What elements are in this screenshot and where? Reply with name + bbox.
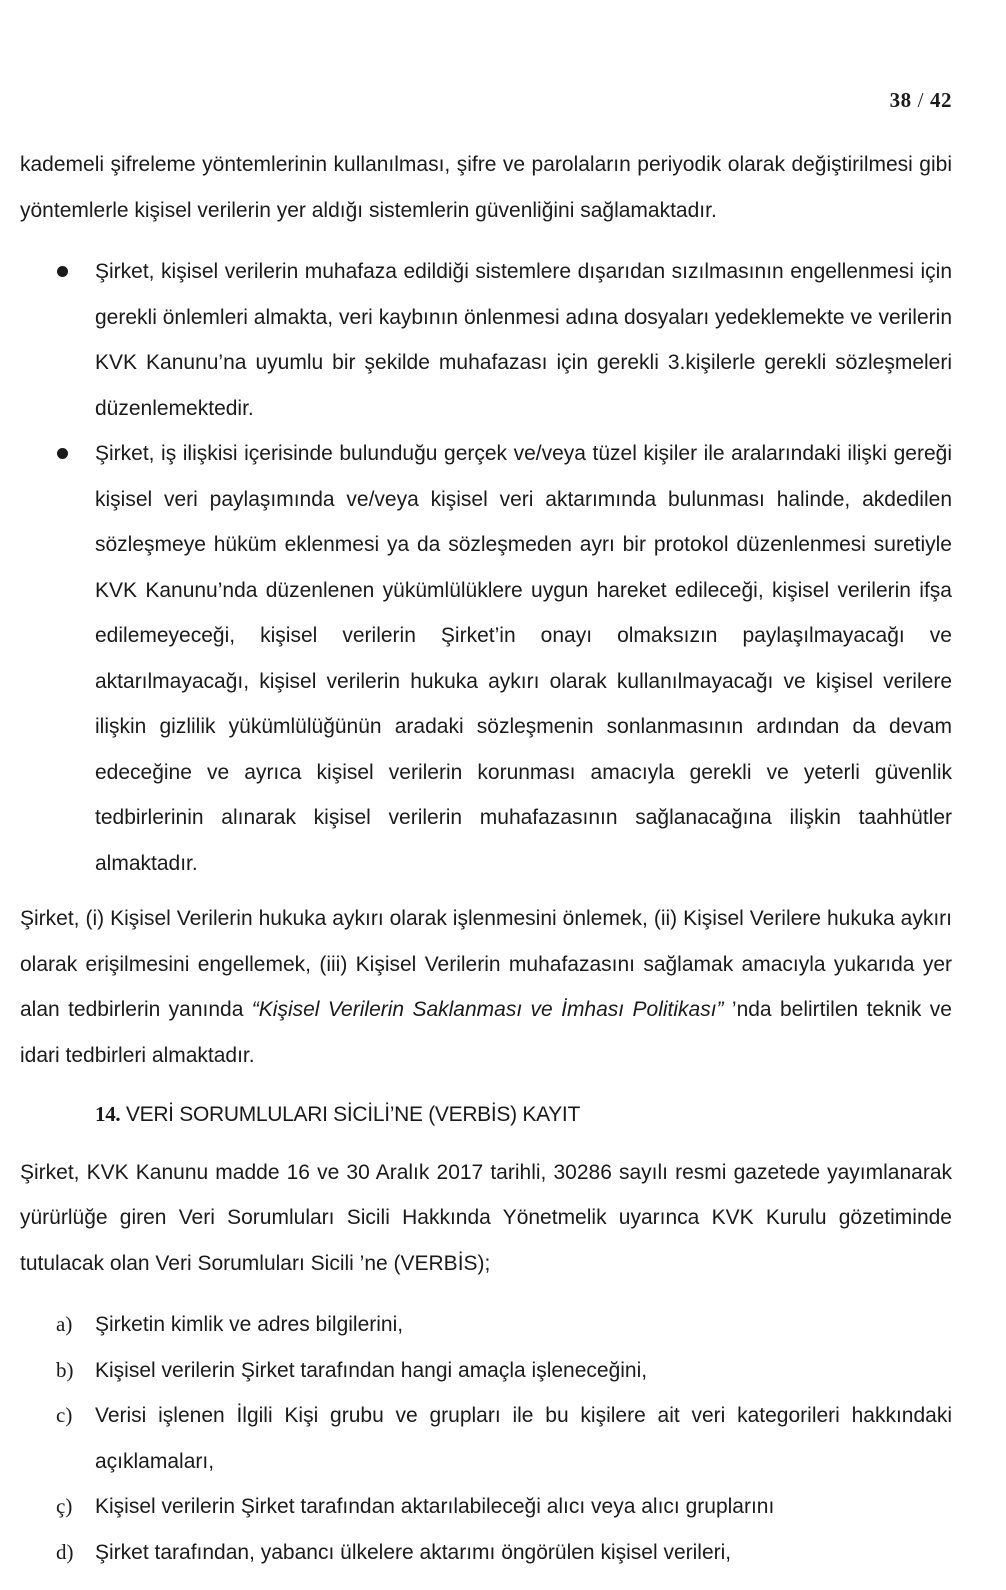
document-body (20, 142, 952, 1575)
policy-title: “Kişisel Verilerin Saklanması ve İmhası Politikası” (251, 998, 724, 1021)
registry-items-list (20, 1302, 952, 1575)
section-number: 14. (95, 1102, 121, 1126)
list-item-text: Verisi işlenen İlgili Kişi grubu ve grupları ile bu kişilere ait veri kategorileri hakkındaki açıklamaları, (95, 1404, 952, 1473)
list-marker: ç) (56, 1494, 73, 1518)
list-item (20, 1484, 952, 1530)
measures-text-after: ’nda belirtilen teknik ve idari tedbirleri almaktadır. (20, 998, 952, 1067)
measures-text-before: Şirket, (i) Kişisel Verilerin hukuka aykırı olarak işlenmesini önlemek, (ii) Kişisel Verilere hukuka aykırı olarak erişilmesini engellemek, (iii) Kişisel Verilerin muhafazasını sağlamak amacıyla yukarıda yer alan tedbirlerin yanında (20, 907, 952, 1021)
section-title: VERİ SORUMLULARI SİCİLİ’NE (VERBİS) KAYIT (125, 1103, 580, 1126)
list-item (20, 1348, 952, 1394)
bullet-text: Şirket, iş ilişkisi içerisinde bulunduğu gerçek ve/veya tüzel kişiler ile aralarındaki ilişki gereği kişisel veri paylaşımında ve/veya kişisel veri aktarımında bulunması halinde, akdedilen sözleşmeye hüküm eklenmesi ya da sözleşmeden ayrı bir protokol düzenlenmesi suretiyle KVK Kanunu’nda düzenlenen yükümlülüklere uygun hareket edileceği, kişisel verilerin ifşa edilemeyeceği, kişisel verilerin Şirket’in onayı olmaksızın paylaşılmayacağı ve aktarılmayacağı, kişisel verilerin hukuka aykırı olarak kullanılmayacağı ve kişisel verilere ilişkin gizlilik yükümlülüğünün aradaki sözleşmenin sonlanmasının ardından da devam edeceğine ve ayrıca kişisel verilerin korunması amacıyla gerekli ve yeterli güvenlik tedbirlerinin alınarak kişisel verilerin muhafazasının sağlanacağına ilişkin taahhütler almaktadır. (95, 442, 952, 875)
page-number (890, 88, 952, 113)
bullet-item (20, 431, 952, 886)
section-heading (20, 1092, 952, 1138)
bullet-item (20, 249, 952, 431)
list-marker: a) (56, 1312, 73, 1336)
page-total: 42 (930, 88, 952, 112)
list-marker: d) (56, 1539, 74, 1564)
list-item-text: Şirket tarafından, yabancı ülkelere aktarımı öngörülen kişisel verileri, (95, 1540, 732, 1564)
list-item (20, 1393, 952, 1484)
list-item (20, 1530, 952, 1576)
list-item-text: Kişisel verilerin Şirket tarafından hangi amaçla işleneceğini, (95, 1358, 648, 1382)
list-item-text: Kişisel verilerin Şirket tarafından aktarılabileceği alıcı veya alıcı gruplarını (95, 1495, 775, 1518)
verbis-paragraph: Şirket, KVK Kanunu madde 16 ve 30 Aralık 2017 tarihli, 30286 sayılı resmi gazetede yayımlanarak yürürlüğe giren Veri Sorumluları Sicili Hakkında Yönetmelik uyarınca KVK Kurulu gözetiminde tutulacak olan Veri Sorumluları Sicili ’ne (VERBİS); (20, 1160, 952, 1275)
bullet-icon (57, 448, 68, 459)
list-marker: b) (56, 1357, 74, 1382)
list-marker: c) (56, 1403, 73, 1427)
measures-paragraph (20, 896, 952, 1078)
bullet-text: Şirket, kişisel verilerin muhafaza edildiği sistemlere dışarıdan sızılmasının engellenmesi için gerekli önlemleri almakta, veri kaybının önlenmesi adına dosyaları yedeklemekte ve verilerin KVK Kanunu’na uyumlu bir şekilde muhafazası için gerekli 3.kişilerle gerekli sözleşmeleri düzenlemektedir. (95, 260, 952, 420)
intro-paragraph: kademeli şifreleme yöntemlerinin kullanılması, şifre ve parolaların periyodik olarak değiştirilmesi gibi yöntemlerle kişisel verilerin yer aldığı sistemlerin güvenliğini sağlamaktadır. (20, 153, 952, 222)
page-separator: / (917, 88, 924, 112)
list-item-text: Şirketin kimlik ve adres bilgilerini, (95, 1313, 404, 1336)
bullet-icon (57, 266, 68, 277)
measures-bullet-list (20, 249, 952, 886)
list-item (20, 1302, 952, 1348)
page-current: 38 (889, 88, 912, 112)
